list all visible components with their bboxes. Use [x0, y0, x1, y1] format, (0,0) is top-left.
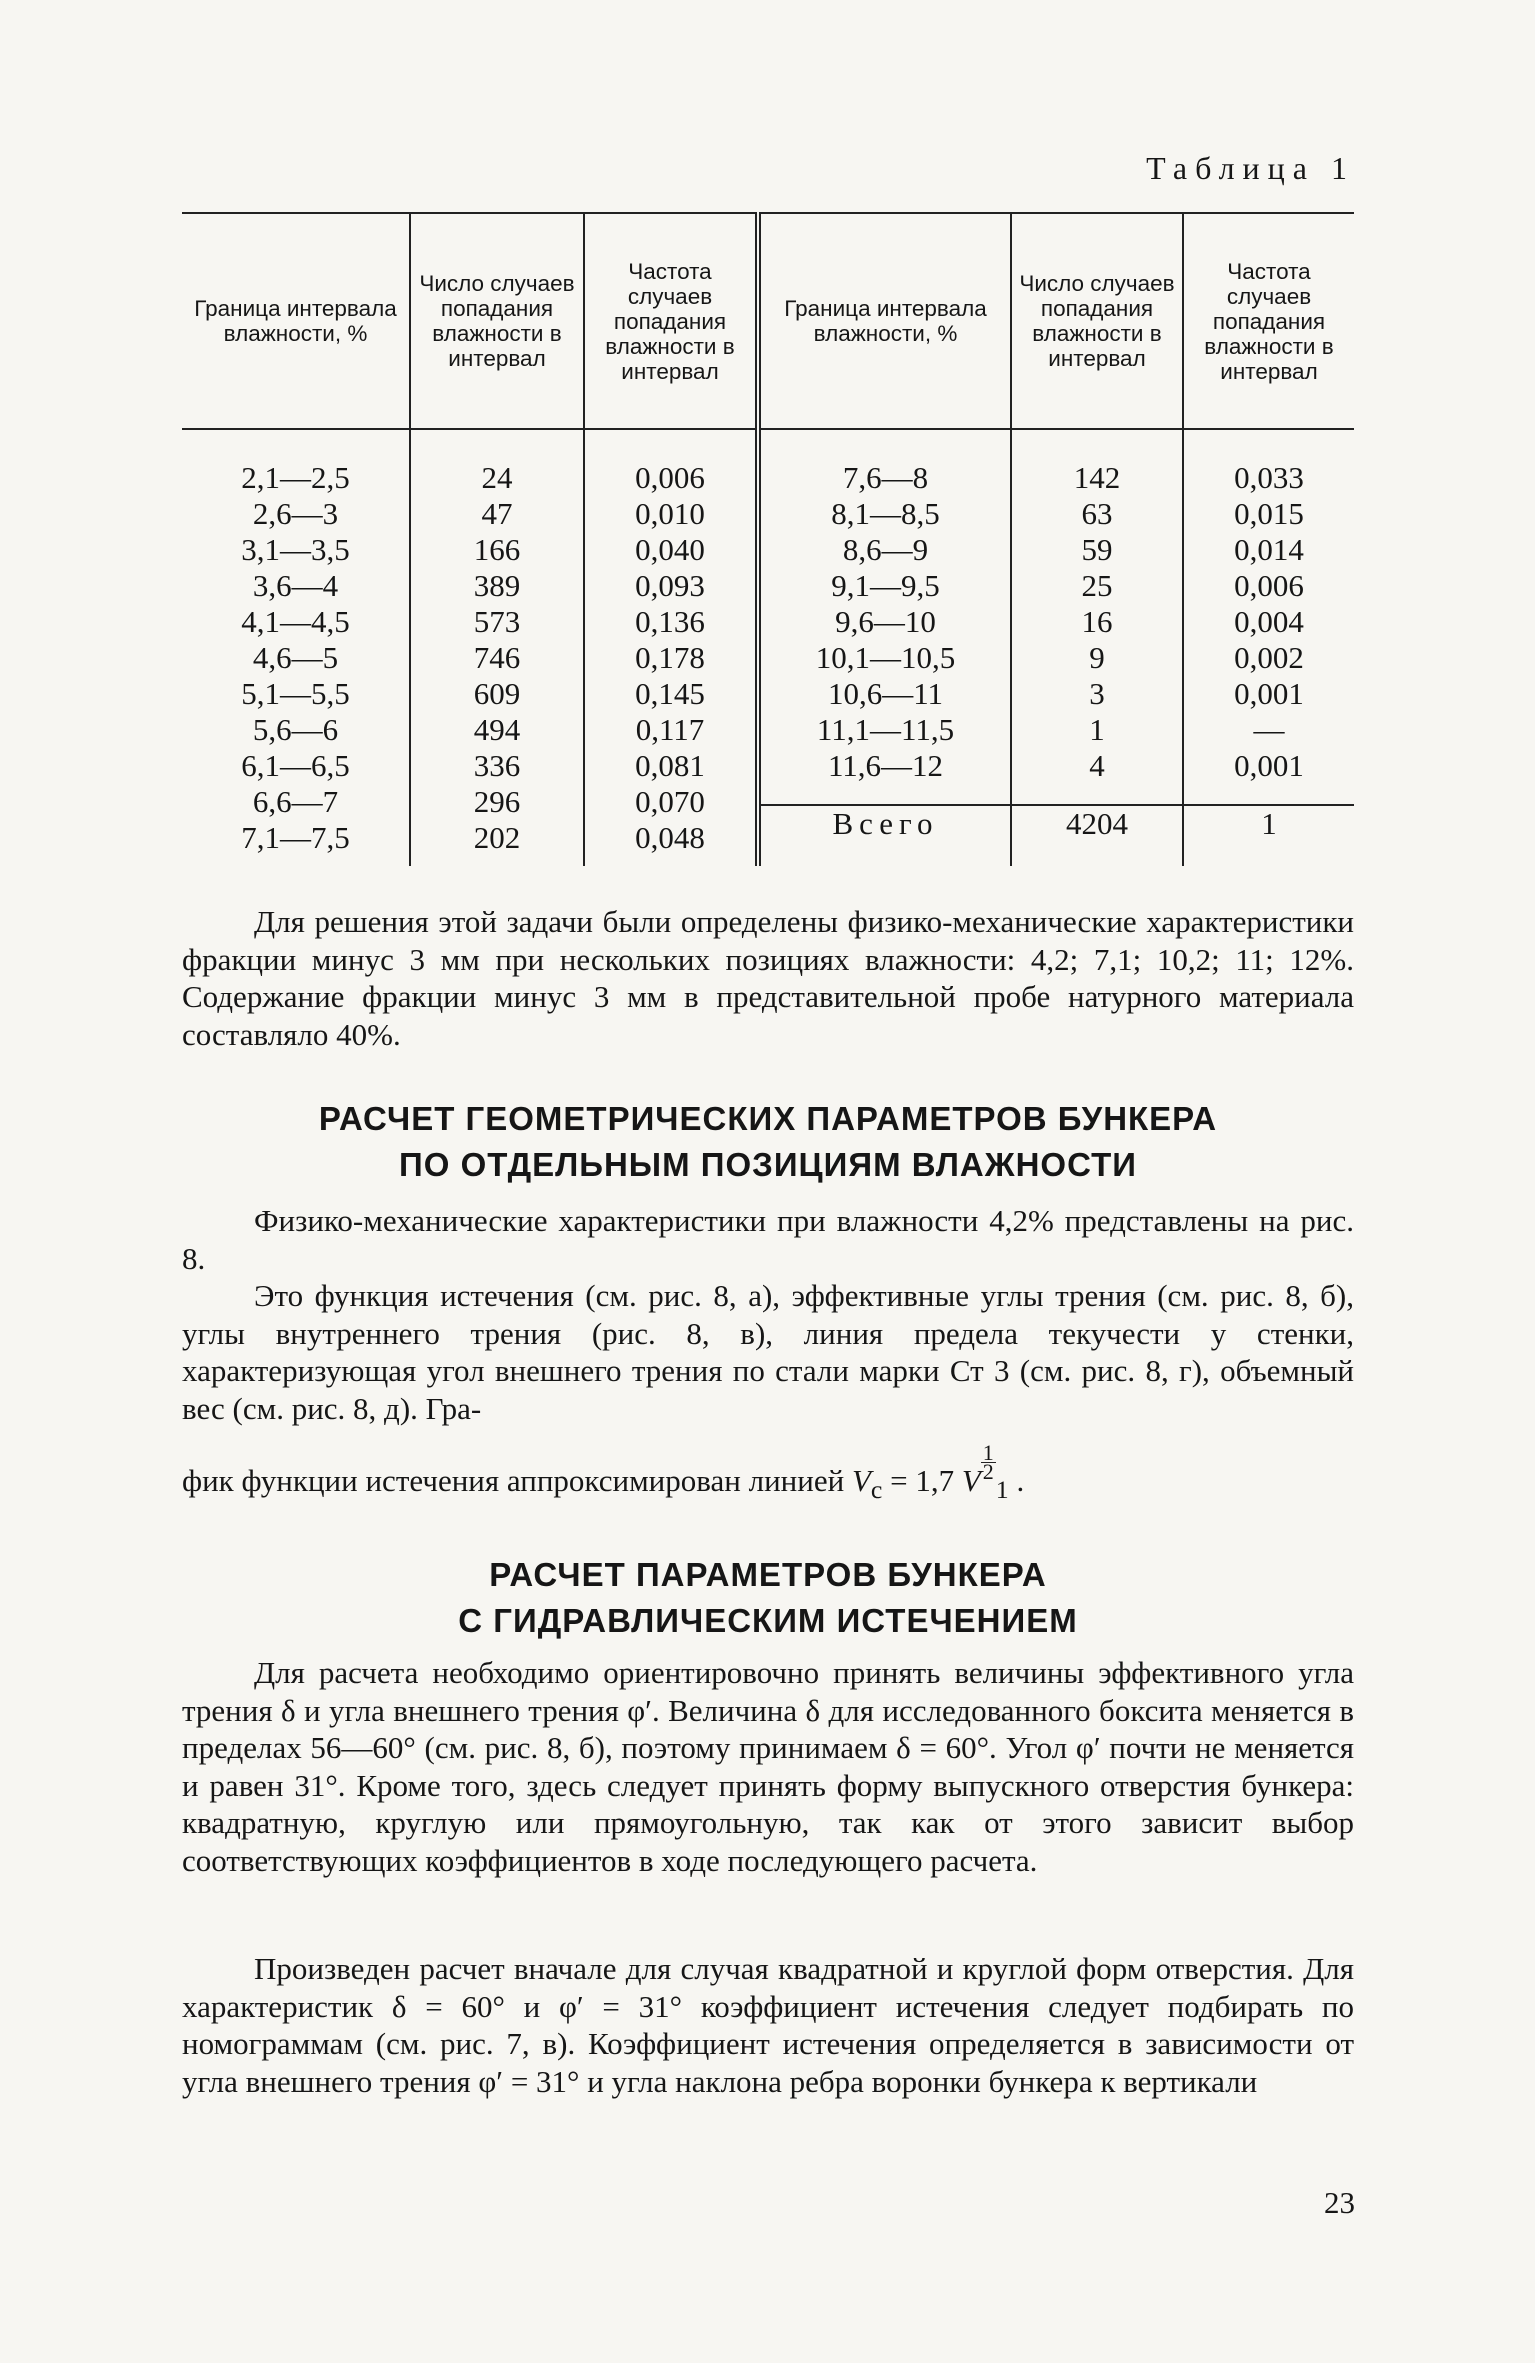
table-cell: 202	[473, 820, 521, 855]
table-cell: 0,117	[635, 712, 705, 747]
header-range-left: Граница интервала влажности, %	[182, 213, 410, 429]
table-cell: 2,6—3	[252, 496, 339, 531]
table-cell: 142	[1073, 460, 1121, 495]
table-cell: 746	[473, 640, 521, 675]
table-cell: 10,1—10,5	[815, 640, 956, 675]
table-cell: 47	[481, 496, 513, 531]
table-cell: 7,1—7,5	[241, 820, 350, 855]
heading-line: ПО ОТДЕЛЬНЫМ ПОЗИЦИЯМ ВЛАЖНОСТИ	[399, 1146, 1137, 1183]
table-cell: 7,6—8	[842, 460, 929, 495]
table-cell: 3,1—3,5	[241, 532, 350, 567]
table-cell: 5,1—5,5	[241, 676, 350, 711]
table-cell: 11,1—11,5	[816, 712, 955, 747]
table-cell: 0,001	[1234, 676, 1304, 711]
paragraph-approximation	[182, 1440, 1354, 1509]
table-cell: 0,014	[1234, 532, 1304, 567]
table-cell: 5,6—6	[252, 712, 339, 747]
table-cell: 4,6—5	[252, 640, 339, 675]
table-cell: 336	[473, 748, 521, 783]
heading-line: С ГИДРАВЛИЧЕСКИМ ИСТЕЧЕНИЕМ	[458, 1602, 1078, 1639]
table-cell: 0,010	[635, 496, 705, 531]
column-left-range	[182, 429, 410, 866]
table-cell: 9,1—9,5	[831, 568, 940, 603]
table-cell: 3	[1089, 676, 1105, 711]
table-cell: 0,040	[635, 532, 705, 567]
header-count-right: Число случаев попадания влажности в интервал	[1011, 213, 1183, 429]
paragraph-coefficient: Произведен расчет вначале для случая квадратной и круглой форм отверстия. Для характеристик δ = 60° и φ′ = 31° коэффициент истечения следует подбирать по номограммам (см. рис. 7, в). Коэффициент истечения определяется в зависимости от угла внешнего трения φ′ = 31° и угла наклона ребра воронки бункера к вертикали	[182, 1951, 1354, 2099]
table-cell: 6,6—7	[252, 784, 339, 819]
table-cell: 4	[1089, 748, 1105, 783]
column-left-freq	[584, 429, 758, 866]
heading-line: РАСЧЕТ ПАРАМЕТРОВ БУНКЕРА	[489, 1556, 1047, 1593]
table-cell: 0,178	[635, 640, 705, 675]
moisture-table	[182, 212, 1354, 866]
table-cell: 4,1—4,5	[241, 604, 350, 639]
table-cell: 11,6—12	[827, 748, 944, 783]
table-cell: 1	[1089, 712, 1105, 747]
table-cell: 25	[1081, 568, 1113, 603]
paragraph-properties: Физико-механические характеристики при влажности 4,2% представлены на рис. 8.	[182, 1203, 1354, 1276]
column-right-range	[758, 429, 1011, 805]
table-cell: 9	[1089, 640, 1105, 675]
total-freq: 1	[1183, 805, 1354, 866]
column-left-count	[410, 429, 584, 866]
header-range-right: Граница интервала влажности, %	[758, 213, 1011, 429]
total-count: 4204	[1011, 805, 1183, 866]
column-right-freq	[1183, 429, 1354, 805]
section-heading-hydraulic	[182, 1552, 1354, 1644]
flow-formula: $V_с = 1,7$ V $\frac{1}{2}$ $_1$ .	[851, 1440, 1025, 1505]
table-cell: 8,6—9	[842, 532, 929, 567]
table-cell: 166	[473, 532, 521, 567]
header-freq-left: Частота случаев попадания влажности в интервал	[584, 213, 758, 429]
table-cell: 0,081	[635, 748, 705, 783]
table-cell: 0,136	[635, 604, 705, 639]
table-cell: 59	[1081, 532, 1113, 567]
table-cell: —	[1253, 712, 1285, 747]
table-cell: 296	[473, 784, 521, 819]
table-cell: 0,001	[1234, 748, 1304, 783]
paragraph-functions: Это функция истечения (см. рис. 8, а), эффективные углы трения (см. рис. 8, б), углы внутреннего трения (рис. 8, в), линия предела текучести у стенки, характеризующая угол внешнего трения по стали марки Ст 3 (см. рис. 8, г), объемный вес (см. рис. 8, д). Гра-	[182, 1278, 1354, 1426]
table-cell: 0,093	[635, 568, 705, 603]
table-cell: 9,6—10	[835, 604, 936, 639]
table-cell: 389	[473, 568, 521, 603]
table-cell: 63	[1081, 496, 1113, 531]
paragraph-intro: Для решения этой задачи были определены физико-механические характеристики фракции минус 3 мм при нескольких позициях влажности: 4,2; 7,1; 10,2; 11; 12%. Содержание фракции минус 3 мм в представительной пробе натурного материала составляло 40%.	[182, 904, 1354, 1052]
table-cell: 0,033	[1234, 460, 1304, 495]
table-cell: 0,002	[1234, 640, 1304, 675]
table-cell: 609	[473, 676, 521, 711]
table-cell: 16	[1081, 604, 1113, 639]
table-cell: 0,006	[635, 460, 705, 495]
table-cell: 0,070	[635, 784, 705, 819]
table-cell: 24	[481, 460, 513, 495]
table-cell: 0,006	[1234, 568, 1304, 603]
table-caption: Таблица 1	[1146, 150, 1355, 186]
table-cell: 8,1—8,5	[831, 496, 940, 531]
table-cell: 0,004	[1234, 604, 1304, 639]
table-cell: 494	[473, 712, 521, 747]
total-label: Всего	[758, 805, 1011, 866]
section-heading-geometry	[182, 1096, 1354, 1188]
approximation-text: фик функции истечения аппроксимирован линией	[182, 1463, 845, 1498]
table-cell: 573	[473, 604, 521, 639]
table-cell: 10,6—11	[827, 676, 944, 711]
page-number: 23	[1324, 2185, 1355, 2220]
heading-line: РАСЧЕТ ГЕОМЕТРИЧЕСКИХ ПАРАМЕТРОВ БУНКЕРА	[318, 1100, 1218, 1137]
column-right-count	[1011, 429, 1183, 805]
table-cell: 0,015	[1234, 496, 1304, 531]
table-cell: 0,145	[635, 676, 705, 711]
header-freq-right: Частота случаев попадания влажности в интервал	[1183, 213, 1354, 429]
header-count-left: Число случаев попадания влажности в интервал	[410, 213, 584, 429]
table-cell: 3,6—4	[252, 568, 339, 603]
table-cell: 2,1—2,5	[241, 460, 350, 495]
table-cell: 6,1—6,5	[241, 748, 350, 783]
table-cell: 0,048	[635, 820, 705, 855]
paragraph-calculation: Для расчета необходимо ориентировочно принять величины эффективного угла трения δ и угла внешнего трения φ′. Величина δ для исследованного боксита меняется в пределах 56—60° (см. рис. 8, б), поэтому принимаем δ = 60°. Угол φ′ почти не меняется и равен 31°. Кроме того, здесь следует принять форму выпускного отверстия бункера: квадратную, круглую или прямоугольную, так как от этого зависит выбор соответствующих коэффициентов в ходе последующего расчета.	[182, 1655, 1354, 1878]
